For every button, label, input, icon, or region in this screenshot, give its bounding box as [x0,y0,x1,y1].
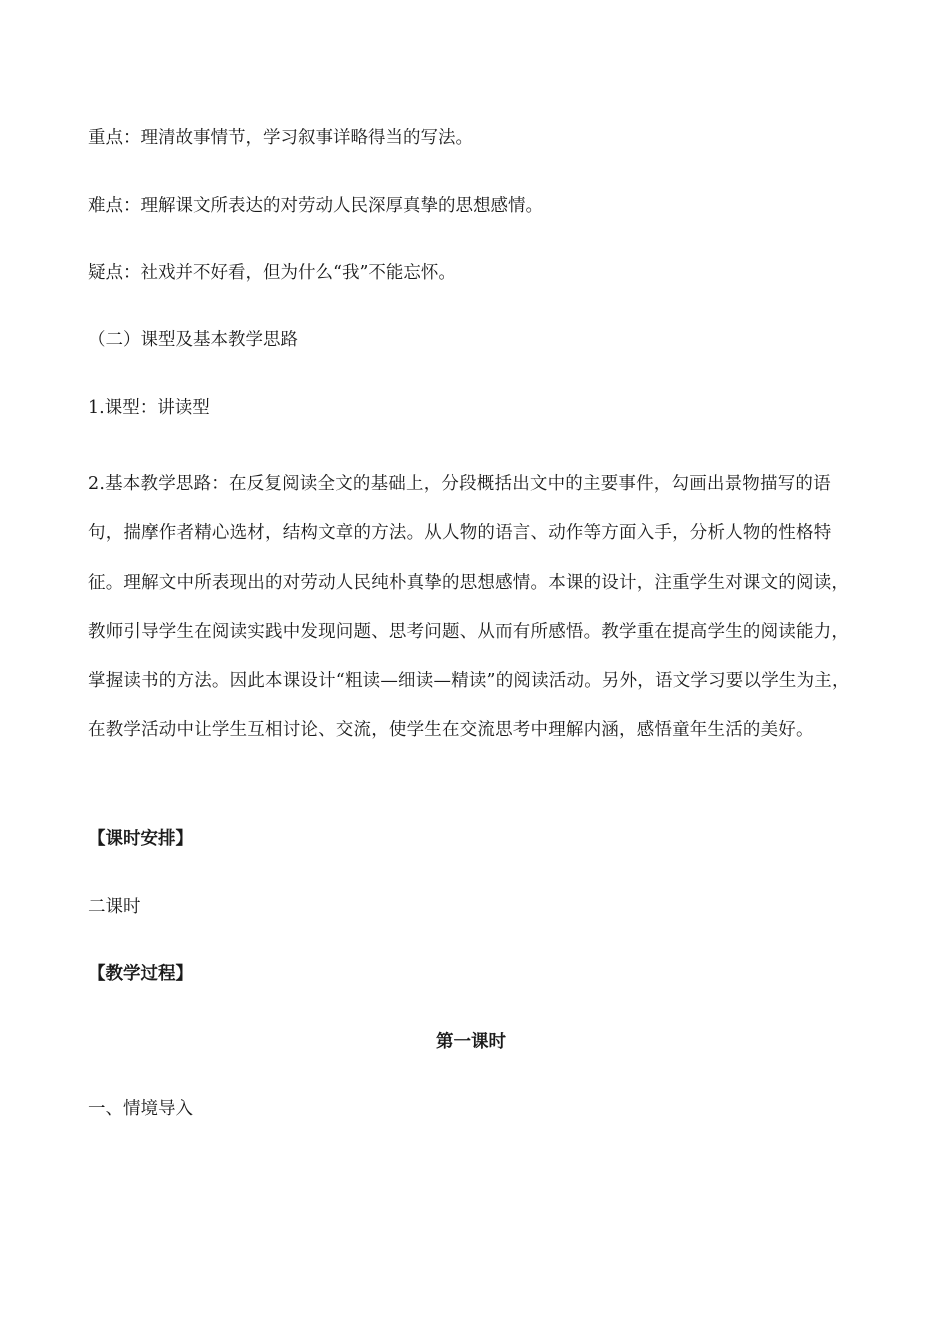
focus-paragraph: 重点：理清故事情节，学习叙事详略得当的写法。 [88,128,473,148]
difficulty-paragraph: 难点：理解课文所表达的对劳动人民深厚真挚的思想感情。 [88,196,543,216]
schedule-heading: 【课时安排】 [88,829,193,849]
process-heading: 【教学过程】 [88,964,193,984]
schedule-text: 二课时 [88,897,141,917]
step-one-heading: 一、情境导入 [88,1099,193,1119]
doubt-paragraph: 疑点：社戏并不好看，但为什么“我”不能忘怀。 [88,263,456,283]
section-two-heading: （二）课型及基本教学思路 [88,330,298,350]
teaching-approach-paragraph: 2.基本教学思路：在反复阅读全文的基础上，分段概括出文中的主要事件，勾画出景物描写的语句，揣摩作者精心选材，结构文章的方法。从人物的语言、动作等方面入手，分析人物的性格特征。理解文中所表现出的对劳动人民纯朴真挚的思想感情。本课的设计，注重学生对课文的阅读，教师引导学生在阅读实践中发现问题、思考问题、从而有所感悟。教学重在提高学生的阅读能力，掌握读书的方法。因此本课设计“粗读—细读—精读”的阅读活动。另外，语文学习要以学生为主，在教学活动中让学生互相讨论、交流，使学生在交流思考中理解内涵，感悟童年生活的美好。 [88,474,850,741]
course-type-item: 1.课型：讲读型 [88,398,210,418]
lesson-one-title: 第一课时 [436,1032,506,1052]
